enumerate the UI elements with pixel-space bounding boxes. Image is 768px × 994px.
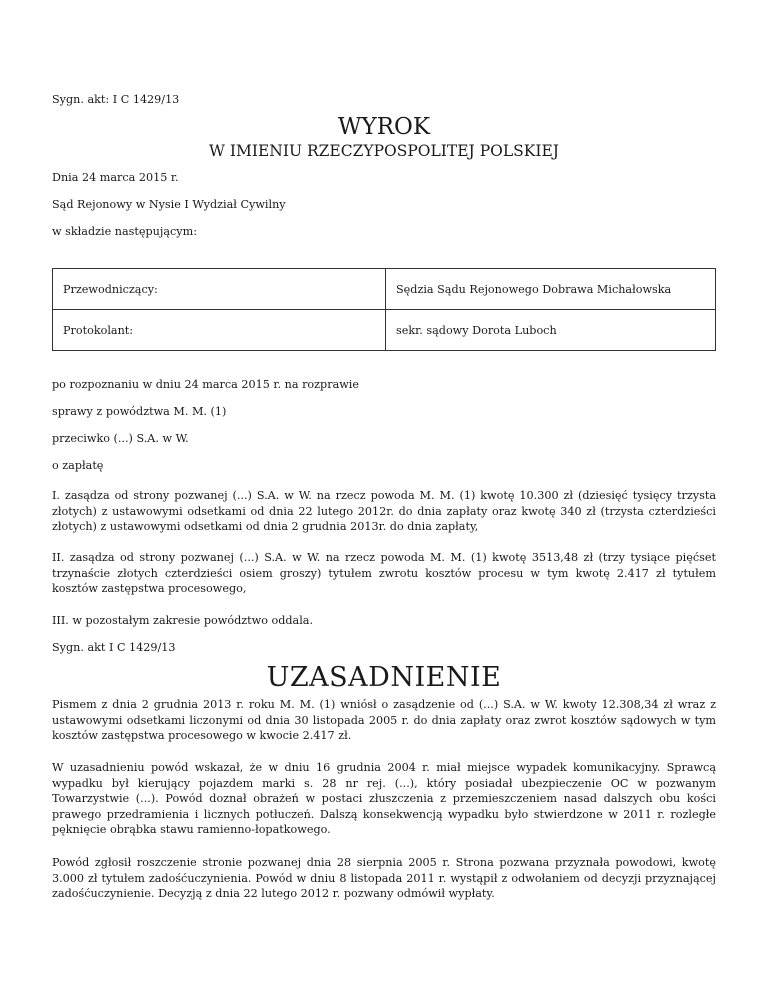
person-cell: sekr. sądowy Dorota Luboch bbox=[386, 310, 716, 351]
document-subtitle: W IMIENIU RZECZYPOSPOLITEJ POLSKIEJ bbox=[209, 142, 559, 160]
case-reference-bottom: Sygn. akt I C 1429/13 bbox=[52, 641, 176, 654]
person-cell: Sędzia Sądu Rejonowego Dobrawa Michałowska bbox=[386, 269, 716, 310]
date-line: Dnia 24 marca 2015 r. bbox=[52, 171, 179, 184]
case-reference-top: Sygn. akt: I C 1429/13 bbox=[52, 93, 180, 106]
composition-intro: w składzie następującym: bbox=[52, 225, 197, 238]
justification-paragraph: Powód zgłosił roszczenie stronie pozwanej dnia 28 sierpnia 2005 r. Strona pozwana przyznała powodowi, kwotę 3.000 zł tytułem zadośćuczynienia. Powód w dniu 8 listopada 2011 r. wystąpił z odwołaniem od decyzji przyznającej zadośćuczynienie. Decyzją z dnia 22 lutego 2012 r. pozwany odmówił wypłaty. bbox=[52, 856, 716, 900]
role-cell: Protokolant: bbox=[53, 310, 386, 351]
table-row bbox=[53, 269, 716, 310]
hearing-line: po rozpoznaniu w dniu 24 marca 2015 r. na rozprawie bbox=[52, 378, 360, 391]
ruling-point-3: III. w pozostałym zakresie powództwo oddala. bbox=[52, 614, 314, 627]
document-title: WYROK bbox=[337, 114, 431, 140]
defendant-line: przeciwko (...) S.A. w W. bbox=[52, 432, 189, 445]
justification-paragraph: Pismem z dnia 2 grudnia 2013 r. roku M. M. (1) wniósł o zasądzenie od (...) S.A. w W. kwoty 12.308,34 zł wraz z ustawowymi odsetkami liczonymi od dnia 30 listopada 2005 r. do dnia zapłaty oraz zwrot kosztów sądowych w tym kosztów zastępstwa procesowego w kwocie 2.417 zł. bbox=[52, 698, 716, 742]
court-line: Sąd Rejonowy w Nysie I Wydział Cywilny bbox=[52, 198, 286, 211]
role-cell: Przewodniczący: bbox=[53, 269, 386, 310]
court-composition-table bbox=[52, 268, 716, 351]
ruling-point-2: II. zasądza od strony pozwanej (...) S.A. w W. na rzecz powoda M. M. (1) kwotę 3513,48 zł (trzy tysiące pięćset trzynaście złotych czterdzieści osiem groszy) tytułem zwrotu kosztów procesu w tym kwotę 2.417 zł tytułem kosztów zastępstwa procesowego, bbox=[52, 551, 716, 595]
subject-line: o zapłatę bbox=[52, 459, 104, 472]
claimant-line: sprawy z powództwa M. M. (1) bbox=[52, 405, 227, 418]
justification-title: UZASADNIENIE bbox=[266, 662, 502, 693]
table-row bbox=[53, 310, 716, 351]
justification-paragraph: W uzasadnieniu powód wskazał, że w dniu 16 grudnia 2004 r. miał miejsce wypadek komunikacyjny. Sprawcą wypadku był kierujący pojazdem marki s. 28 nr rej. (...), który posiadał ubezpieczenie OC w pozwanym Towarzystwie (...). Powód doznał obrażeń w postaci złuszczenia z przemieszczeniem nasad dalszych obu kości prawego przedramienia i licznych potłuczeń. Dalszą konsekwencją wypadku było stwierdzone w 2011 r. rozległe pęknięcie obrąbka stawu ramienno-łopatkowego. bbox=[52, 761, 716, 836]
ruling-point-1: I. zasądza od strony pozwanej (...) S.A. w W. na rzecz powoda M. M. (1) kwotę 10.300 zł (dziesięć tysięcy trzysta złotych) z ustawowymi odsetkami od dnia 22 lutego 2012r. do dnia zapłaty oraz kwotę 340 zł (trzysta czterdzieści złotych) z ustawowymi odsetkami od dnia 2 grudnia 2013r. do dnia zapłaty, bbox=[52, 489, 716, 533]
